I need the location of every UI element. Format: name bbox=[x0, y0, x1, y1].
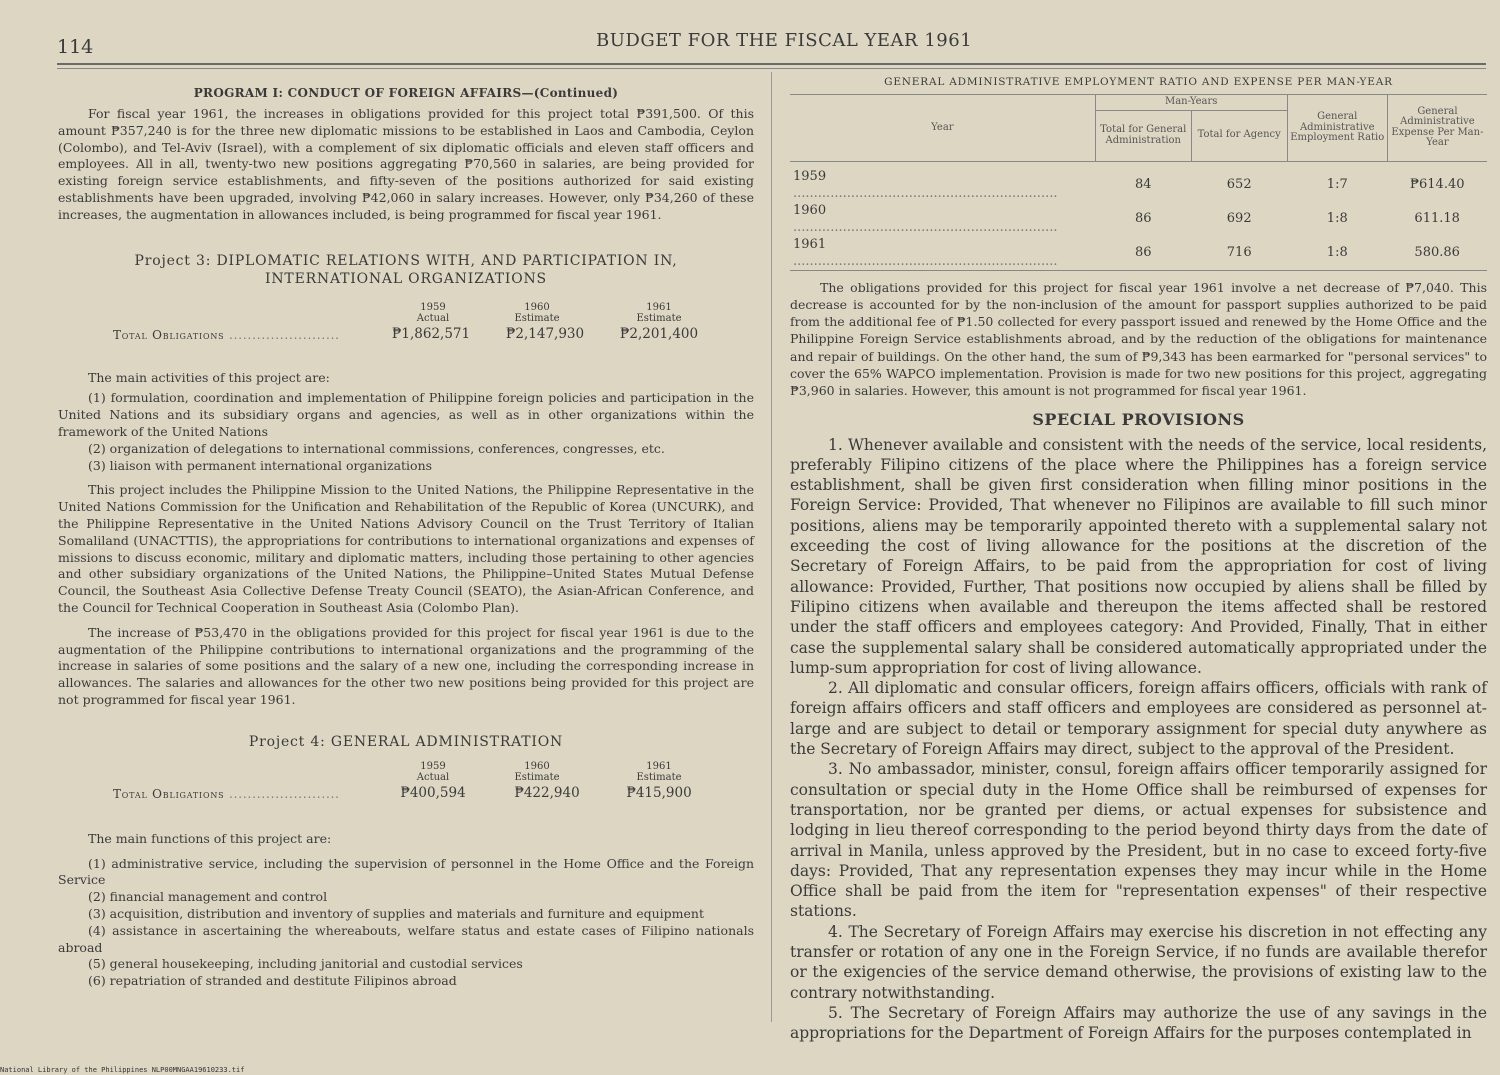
row-ratio: 1:7 bbox=[1326, 177, 1348, 192]
special-provisions-heading: SPECIAL PROVISIONS bbox=[1032, 409, 1245, 429]
function-item: (6) repatriation of stranded and destitute Filipinos abroad bbox=[88, 973, 457, 989]
row-general: 84 bbox=[1134, 177, 1152, 192]
project3-heading-line1: Project 3: DIPLOMATIC RELATIONS WITH, AND PARTICIPATION IN, bbox=[134, 252, 678, 269]
row-year: 1959 bbox=[793, 168, 827, 184]
p3-col3-header: 1961 Estimate bbox=[636, 301, 682, 324]
employment-ratio-table bbox=[790, 94, 1487, 271]
header-rule bbox=[57, 63, 1486, 65]
p4-col1-header: 1959 Actual bbox=[416, 760, 450, 783]
obligations-paragraph: The obligations provided for this project for fiscal year 1961 involve a net decrease of ₱7,040. This decrease is accounted for by the non-inclusion of the amount for passport supplies authorized to be paid from the additional fee of ₱1.50 collected for every passport issued and renewed by the Home Office and the Philippine Foreign Service establishments abroad, and by the reduction of the obligations for maintenance and repair of buildings. On the other hand, the sum of ₱9,343 has been earmarked for "personal services" to cover the 65% WAPCO implementation. Provision is made for two new positions for this project, aggregating ₱3,960 in salaries. However, this amount is not programmed for fiscal year 1961. bbox=[790, 279, 1487, 399]
row-agency: 692 bbox=[1226, 211, 1252, 226]
p3-value-1961: ₱2,201,400 bbox=[619, 325, 699, 342]
p4-total-label: Total Obligations ........................ bbox=[113, 786, 340, 801]
p3-col1-header: 1959 Actual bbox=[416, 301, 450, 324]
project3-paragraph-1: This project includes the Philippine Mission to the United Nations, the Philippine Representative in the United Nations Commission for the Unification and Rehabilitation of the Republic of Korea (UNCURK), and the Philippine Representative in the United Nations Advisory Council on the Trust Territory of Italian Somaliland (UNACTTIS), the appropriations for contributions to international organizations and expenses of missions to discuss economic, military and diplomatic matters, including those pertaining to other agencies and other subsidiary organizations of the United Nations, the Philippine–United States Mutual Defense Council, the Southeast Asia Collective Defense Treaty Council (SEATO), the Asian-African Conference, and the Council for Technical Cooperation in Southeast Asia (Colombo Plan). bbox=[58, 482, 754, 615]
provision-item: 4. The Secretary of Foreign Affairs may exercise his discretion in not effecting any transfer or rotation of any one in the Foreign Service, if no funds are available therefor or the exigencies of the service demand otherwise, the provisions of existing law to the contrary notwithstanding. bbox=[790, 922, 1487, 1002]
provision-item: 5. The Secretary of Foreign Affairs may authorize the use of any savings in the appropriations for the Department of Foreign Affairs for the purposes contemplated in bbox=[790, 1003, 1487, 1043]
obligations-section bbox=[790, 279, 1487, 400]
row-ratio: 1:8 bbox=[1326, 245, 1348, 260]
column-divider bbox=[771, 72, 772, 1022]
scan-footer: National Library of the Philippines NLP00MNGAA19610233.tif bbox=[0, 1066, 245, 1074]
header-rule-thin bbox=[57, 68, 1486, 69]
project4-obligations-table bbox=[58, 761, 754, 809]
row-agency: 652 bbox=[1226, 177, 1252, 192]
right-column bbox=[790, 74, 1487, 1043]
table-row bbox=[790, 236, 1487, 271]
row-agency: 716 bbox=[1226, 245, 1252, 260]
activities-intro: The main activities of this project are: bbox=[88, 369, 330, 385]
th-year: Year bbox=[790, 95, 1095, 162]
program-heading: PROGRAM I: CONDUCT OF FOREIGN AFFAIRS—(Continued) bbox=[193, 86, 619, 100]
th-general-admin: Total for General Administration bbox=[1095, 110, 1191, 161]
intro-paragraph: For fiscal year 1961, the increases in obligations provided for this project total ₱391,500. Of this amount ₱357,240 is for the three new diplomatic missions to be established in Laos and Cambodia, Ceylon (Colombo), and Tel-Aviv (Israel), with a complement of six diplomatic officials and eleven staff officers and employees. All in all, twenty-two new positions aggregating ₱70,560 in salaries, are being provided for existing foreign service establishments, and fifty-seven of the positions authorized for said existing establishments have been upgraded, involving ₱42,060 in salary increases. However, only ₱34,260 of these increases, the augmentation in allowances included, is being programmed for fiscal year 1961. bbox=[58, 106, 754, 222]
special-provisions bbox=[790, 435, 1487, 1044]
row-leader: ................................................................ bbox=[793, 185, 1058, 201]
p4-col3-header: 1961 Estimate bbox=[636, 760, 682, 783]
row-leader: ................................................................ bbox=[793, 219, 1058, 235]
project3-paragraph-2: The increase of ₱53,470 in the obligations provided for this project for fiscal year 1961 is due to the augmentation of the Philippine contributions to international organizations and the programming of the increase in salaries of some positions and the salary of a new one, including the corresponding increase in allowances. The salaries and allowances for the other two new positions being provided for this project are not programmed for fiscal year 1961. bbox=[58, 624, 754, 707]
th-agency: Total for Agency bbox=[1191, 110, 1287, 161]
th-ratio: General Administrative Employment Ratio bbox=[1287, 95, 1387, 162]
provision-item: 3. No ambassador, minister, consul, foreign affairs officer temporarily assigned for consultation or special duty in the Home Office shall be reimbursed of expenses for transportation, nor be granted per diems, or actual expenses for subsistence and lodging in lieu thereof corresponding to the period beyond thirty days from the date of arrival in Manila, unless approved by the President, but in no case to exceed forty-five days: Provided, That any representation expenses they may incur while in the Home Office shall be paid from the item for "representation expenses" of their respective stations. bbox=[790, 760, 1487, 921]
project4-heading: Project 4: GENERAL ADMINISTRATION bbox=[248, 733, 564, 750]
table-row bbox=[790, 202, 1487, 236]
p3-value-1960: ₱2,147,930 bbox=[505, 325, 585, 342]
p4-col2-header: 1960 Estimate bbox=[514, 760, 560, 783]
row-year: 1960 bbox=[793, 202, 827, 218]
p3-col2-header: 1960 Estimate bbox=[514, 301, 560, 324]
function-item: (1) administrative service, including the supervision of personnel in the Home Office and the Foreign Service bbox=[58, 855, 754, 888]
p3-total-label: Total Obligations ........................ bbox=[113, 327, 340, 342]
row-general: 86 bbox=[1134, 245, 1152, 260]
activity-item: (1) formulation, coordination and implementation of Philippine foreign policies and participation in the United Nations and its subsidiary organs and agencies, as well as in other organizations within the framework of the United Nations bbox=[58, 390, 754, 439]
row-expense: 611.18 bbox=[1414, 211, 1460, 226]
activity-item: (3) liaison with permanent international organizations bbox=[88, 457, 433, 473]
intro-section bbox=[58, 106, 754, 224]
th-expense: General Administrative Expense Per Man-Year bbox=[1387, 95, 1487, 162]
row-general: 86 bbox=[1134, 211, 1152, 226]
provision-item: 1. Whenever available and consistent with the needs of the service, local residents, preferably Filipino citizens of the place where the Philippines has a foreign service establishment, shall be given first consideration when filling minor positions in the Foreign Service: Provided, That whenever no Filipinos are available to fill such minor positions, aliens may be temporarily appointed thereto with a supplemental salary not exceeding the cost of living allowance for the positions at the discretion of the Secretary of Foreign Affairs, to be paid from the appropriation for cost of living allowance: Provided, Further, That positions now occupied by aliens shall be filled by Filipino citizens when available and thereupon the items affected shall be restored under the staff officers and employees category: And Provided, Finally, That in either case the supplemental salary shall be considered automatically appropriated under the lump-sum appropriation for cost of living allowance. bbox=[790, 435, 1487, 677]
row-ratio: 1:8 bbox=[1326, 211, 1348, 226]
activity-item: (2) organization of delegations to international commissions, conferences, congresses, etc. bbox=[88, 440, 665, 456]
p4-value-1960: ₱422,940 bbox=[514, 784, 580, 801]
function-item: (3) acquisition, distribution and inventory of supplies and materials and furniture and equipment bbox=[88, 905, 705, 921]
project3-obligations-table bbox=[58, 302, 754, 350]
row-expense: 580.86 bbox=[1414, 245, 1460, 260]
provision-item: 2. All diplomatic and consular officers, foreign affairs officers, officials with rank of foreign affairs officers and staff officers and employees are considered as personnel at-large and are subject to detail or temporary assignment for special duty anywhere as the Secretary of Foreign Affairs may direct, subject to the approval of the President. bbox=[790, 679, 1487, 759]
function-item: (5) general housekeeping, including janitorial and custodial services bbox=[88, 956, 523, 972]
p4-value-1961: ₱415,900 bbox=[626, 784, 692, 801]
project3-heading-line2: INTERNATIONAL ORGANIZATIONS bbox=[265, 270, 547, 287]
p4-value-1959: ₱400,594 bbox=[400, 784, 466, 801]
page-number: 114 bbox=[57, 36, 94, 58]
functions-intro: The main functions of this project are: bbox=[88, 830, 332, 846]
p3-value-1959: ₱1,862,571 bbox=[391, 325, 471, 342]
row-leader: ................................................................ bbox=[793, 253, 1058, 269]
project4-functions bbox=[58, 831, 754, 990]
project3-activities bbox=[58, 370, 754, 709]
row-year: 1961 bbox=[793, 236, 827, 252]
row-expense: ₱614.40 bbox=[1409, 177, 1465, 192]
th-man-years: Man-Years bbox=[1095, 95, 1287, 111]
running-title: BUDGET FOR THE FISCAL YEAR 1961 bbox=[596, 30, 973, 51]
left-column bbox=[58, 86, 754, 990]
function-item: (4) assistance in ascertaining the whereabouts, welfare status and estate cases of Filipino nationals abroad bbox=[58, 922, 754, 955]
function-item: (2) financial management and control bbox=[88, 889, 328, 905]
project3-heading bbox=[58, 252, 754, 288]
table-row bbox=[790, 161, 1487, 202]
employment-table-title: GENERAL ADMINISTRATIVE EMPLOYMENT RATIO AND EXPENSE PER MAN-YEAR bbox=[884, 76, 1393, 88]
